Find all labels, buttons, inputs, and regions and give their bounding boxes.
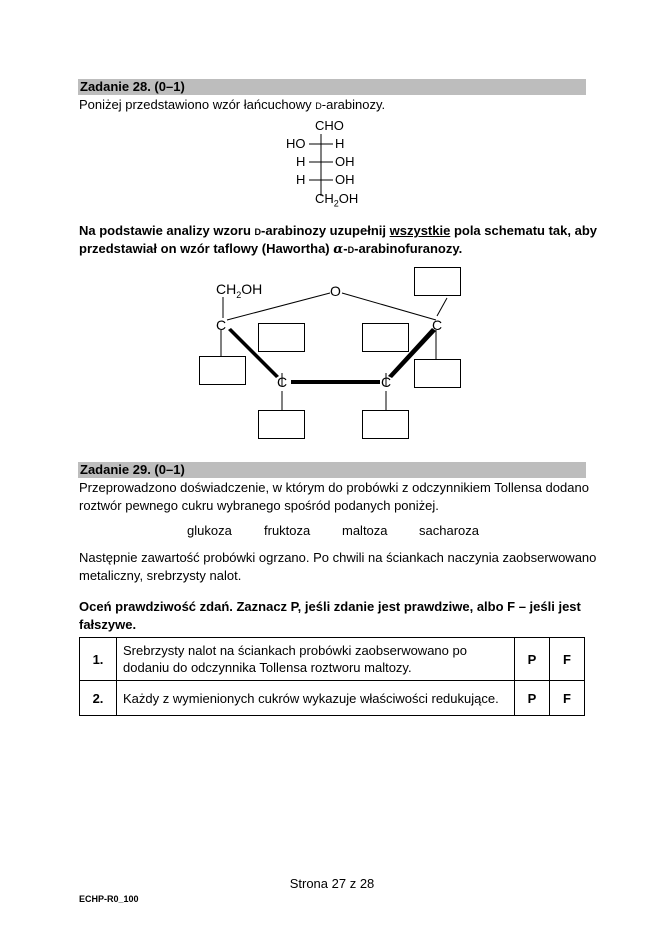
fischer-row2-right: OH	[335, 154, 355, 169]
task-29-observation-line2: metaliczny, srebrzysty nalot.	[79, 568, 242, 583]
row-number: 2.	[80, 681, 117, 716]
answer-box-c2-bottom[interactable]	[362, 410, 409, 439]
instr-line2-a: przedstawiał on wzór taflowy (Hawortha)	[79, 241, 334, 256]
oh-text: OH	[338, 191, 359, 206]
answer-box-c3-top[interactable]	[258, 323, 305, 352]
instr-dash: -	[343, 241, 348, 256]
haworth-c4: C	[216, 317, 227, 333]
instr-d: d	[254, 223, 262, 238]
task-28-header: Zadanie 28. (0–1)	[78, 79, 586, 95]
instr-d2: d	[347, 241, 355, 256]
haworth-c3: C	[277, 374, 288, 390]
sub-2: 2	[236, 289, 242, 300]
instr-part2: -arabinozy uzupełnij	[261, 223, 390, 238]
ch-text: CH	[216, 281, 237, 297]
task-29-observation-line1: Następnie zawartość probówki ogrzano. Po chwili na ściankach naczynia zaobserwowano	[79, 550, 597, 565]
task-29-intro-line2: roztwór pewnego cukru wybranego spośród podanych poniżej.	[79, 498, 439, 513]
row-number: 1.	[80, 638, 117, 681]
answer-box-c3-bottom[interactable]	[258, 410, 305, 439]
instr-underlined: wszystkie	[389, 223, 451, 238]
true-false-table	[79, 637, 585, 716]
answer-box-c1-top[interactable]	[414, 267, 461, 296]
ch-text: CH	[315, 191, 334, 206]
sugar-sacharoza: sacharoza	[419, 523, 479, 538]
haworth-c2: C	[381, 374, 392, 390]
alpha-symbol: α	[333, 242, 344, 257]
row-statement: Srebrzysty nalot na ściankach probówki zaobserwowano po dodaniu do odczynnika Tollensa roztworu maltozy.	[117, 638, 515, 681]
sugar-fruktoza: fruktoza	[264, 523, 311, 538]
haworth-ring-oxygen: O	[330, 283, 341, 299]
option-p[interactable]: P	[515, 638, 550, 681]
task-29-instruction-line1: Oceń prawdziwość zdań. Zaznacz P, jeśli zdanie jest prawdziwe, albo F – jeśli jest	[79, 599, 581, 614]
document-code: ECHP-R0_100	[79, 894, 139, 904]
table-row	[80, 681, 585, 716]
instr-line2-b: -arabinofuranozy.	[354, 241, 463, 256]
oh-text: OH	[241, 281, 263, 297]
task-29-header: Zadanie 29. (0–1)	[78, 462, 586, 478]
fischer-row1-right: H	[335, 136, 345, 151]
option-f[interactable]: F	[550, 681, 585, 716]
intro-d-letter: d	[315, 97, 322, 112]
fischer-top-cho: CHO	[315, 118, 344, 133]
option-f[interactable]: F	[550, 638, 585, 681]
fischer-row3-right: OH	[335, 172, 355, 187]
haworth-c1: C	[432, 317, 443, 333]
task-29-instruction-line2: fałszywe.	[79, 617, 137, 632]
sugar-maltoza: maltoza	[342, 523, 388, 538]
sub-2: 2	[333, 198, 339, 209]
task-29-intro-line1: Przeprowadzono doświadczenie, w którym do probówki z odczynnikiem Tollensa dodano	[79, 480, 589, 495]
answer-box-c2-top[interactable]	[362, 323, 409, 352]
instr-part1: Na podstawie analizy wzoru	[79, 223, 255, 238]
page-number: Strona 27 z 28	[289, 876, 375, 891]
answer-box-c4-bottom[interactable]	[199, 356, 246, 385]
table-row	[80, 638, 585, 681]
fischer-row2-left: H	[296, 154, 306, 169]
instr-part3: pola schematu tak, aby	[450, 223, 597, 238]
option-p[interactable]: P	[515, 681, 550, 716]
haworth-ch2oh	[216, 281, 262, 300]
intro-text-post: -arabinozy.	[321, 97, 386, 112]
sugar-glukoza: glukoza	[187, 523, 232, 538]
answer-box-c1-bottom[interactable]	[414, 359, 461, 388]
intro-text-pre: Poniżej przedstawiono wzór łańcuchowy	[79, 97, 316, 112]
row-statement: Każdy z wymienionych cukrów wykazuje właściwości redukujące.	[117, 681, 515, 716]
fischer-row3-left: H	[296, 172, 306, 187]
fischer-row1-left: HO	[286, 136, 306, 151]
